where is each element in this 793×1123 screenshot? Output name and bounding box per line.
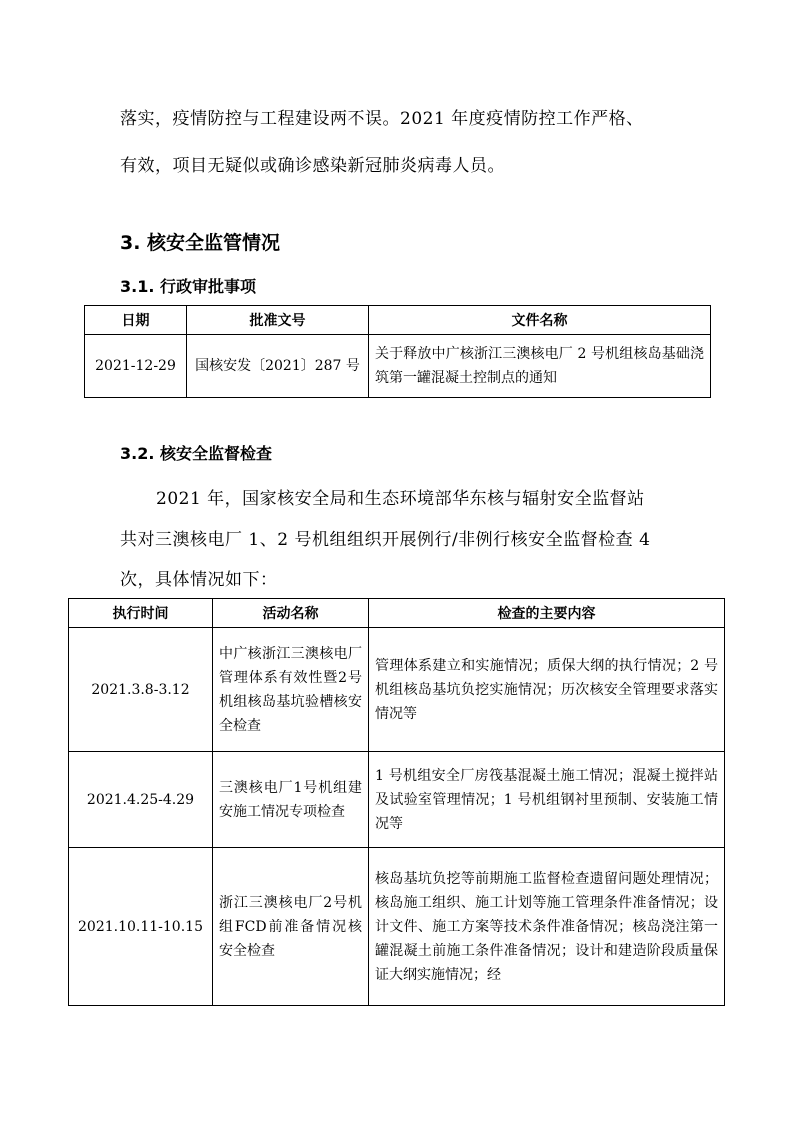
intro-line-2: 有效，项目无疑似或确诊感染新冠肺炎病毒人员。: [120, 156, 505, 176]
inspection-activity: 浙江三澳核电厂2号机组FCD前准备情况核安全检查: [213, 848, 369, 1006]
inspection-time: 2021.4.25-4.29: [69, 752, 213, 848]
col-header-date: 日期: [85, 306, 187, 335]
inspection-time: 2021.10.11-10.15: [69, 848, 213, 1006]
col-header-doc-no: 批准文号: [187, 306, 369, 335]
section-3-2-heading: 3.2. 核安全监督检查: [120, 444, 272, 463]
table-row: [69, 848, 725, 1006]
inspection-para-line-1: 2021 年，国家核安全局和生态环境部华东核与辐射安全监督站: [156, 489, 645, 509]
approval-doc-no: 国核安发〔2021〕287 号: [187, 335, 369, 398]
inspection-para-line-3: 次，具体情况如下：: [120, 570, 278, 590]
section-3-heading: 3. 核安全监管情况: [120, 232, 281, 254]
inspection-table-header: [69, 599, 725, 628]
col-header-activity: 活动名称: [213, 599, 369, 628]
table-row: [69, 628, 725, 752]
approval-table: [84, 305, 711, 398]
inspection-content: 核岛基坑负挖等前期施工监督检查遗留问题处理情况；核岛施工组织、施工计划等施工管理条件准备情况；设计文件、施工方案等技术条件准备情况；核岛浇注第一罐混凝土前施工条件准备情况；设计和建造阶段质量保证大纲实施情况；经: [369, 848, 725, 1006]
approval-table-header: [85, 306, 711, 335]
inspection-time: 2021.3.8-3.12: [69, 628, 213, 752]
table-row: [69, 752, 725, 848]
inspection-table: [68, 598, 725, 1006]
inspection-activity: 三澳核电厂1号机组建安施工情况专项检查: [213, 752, 369, 848]
inspection-activity: 中广核浙江三澳核电厂管理体系有效性暨2号机组核岛基坑验槽核安全检查: [213, 628, 369, 752]
inspection-content: 1 号机组安全厂房筏基混凝土施工情况；混凝土搅拌站及试验室管理情况；1 号机组钢衬里预制、安装施工情况等: [369, 752, 725, 848]
col-header-doc-name: 文件名称: [369, 306, 711, 335]
col-header-content: 检查的主要内容: [369, 599, 725, 628]
approval-doc-name: 关于释放中广核浙江三澳核电厂 2 号机组核岛基础浇筑第一罐混凝土控制点的通知: [369, 335, 711, 398]
inspection-content: 管理体系建立和实施情况；质保大纲的执行情况；2 号机组核岛基坑负挖实施情况；历次核安全管理要求落实情况等: [369, 628, 725, 752]
table-row: [85, 335, 711, 398]
intro-line-1: 落实，疫情防控与工程建设两不误。2021 年度疫情防控工作严格、: [120, 109, 644, 129]
section-3-1-heading: 3.1. 行政审批事项: [120, 277, 256, 296]
col-header-time: 执行时间: [69, 599, 213, 628]
inspection-para-line-2: 共对三澳核电厂 1、2 号机组组织开展例行/非例行核安全监督检查 4: [120, 530, 651, 550]
approval-date: 2021-12-29: [85, 335, 187, 398]
